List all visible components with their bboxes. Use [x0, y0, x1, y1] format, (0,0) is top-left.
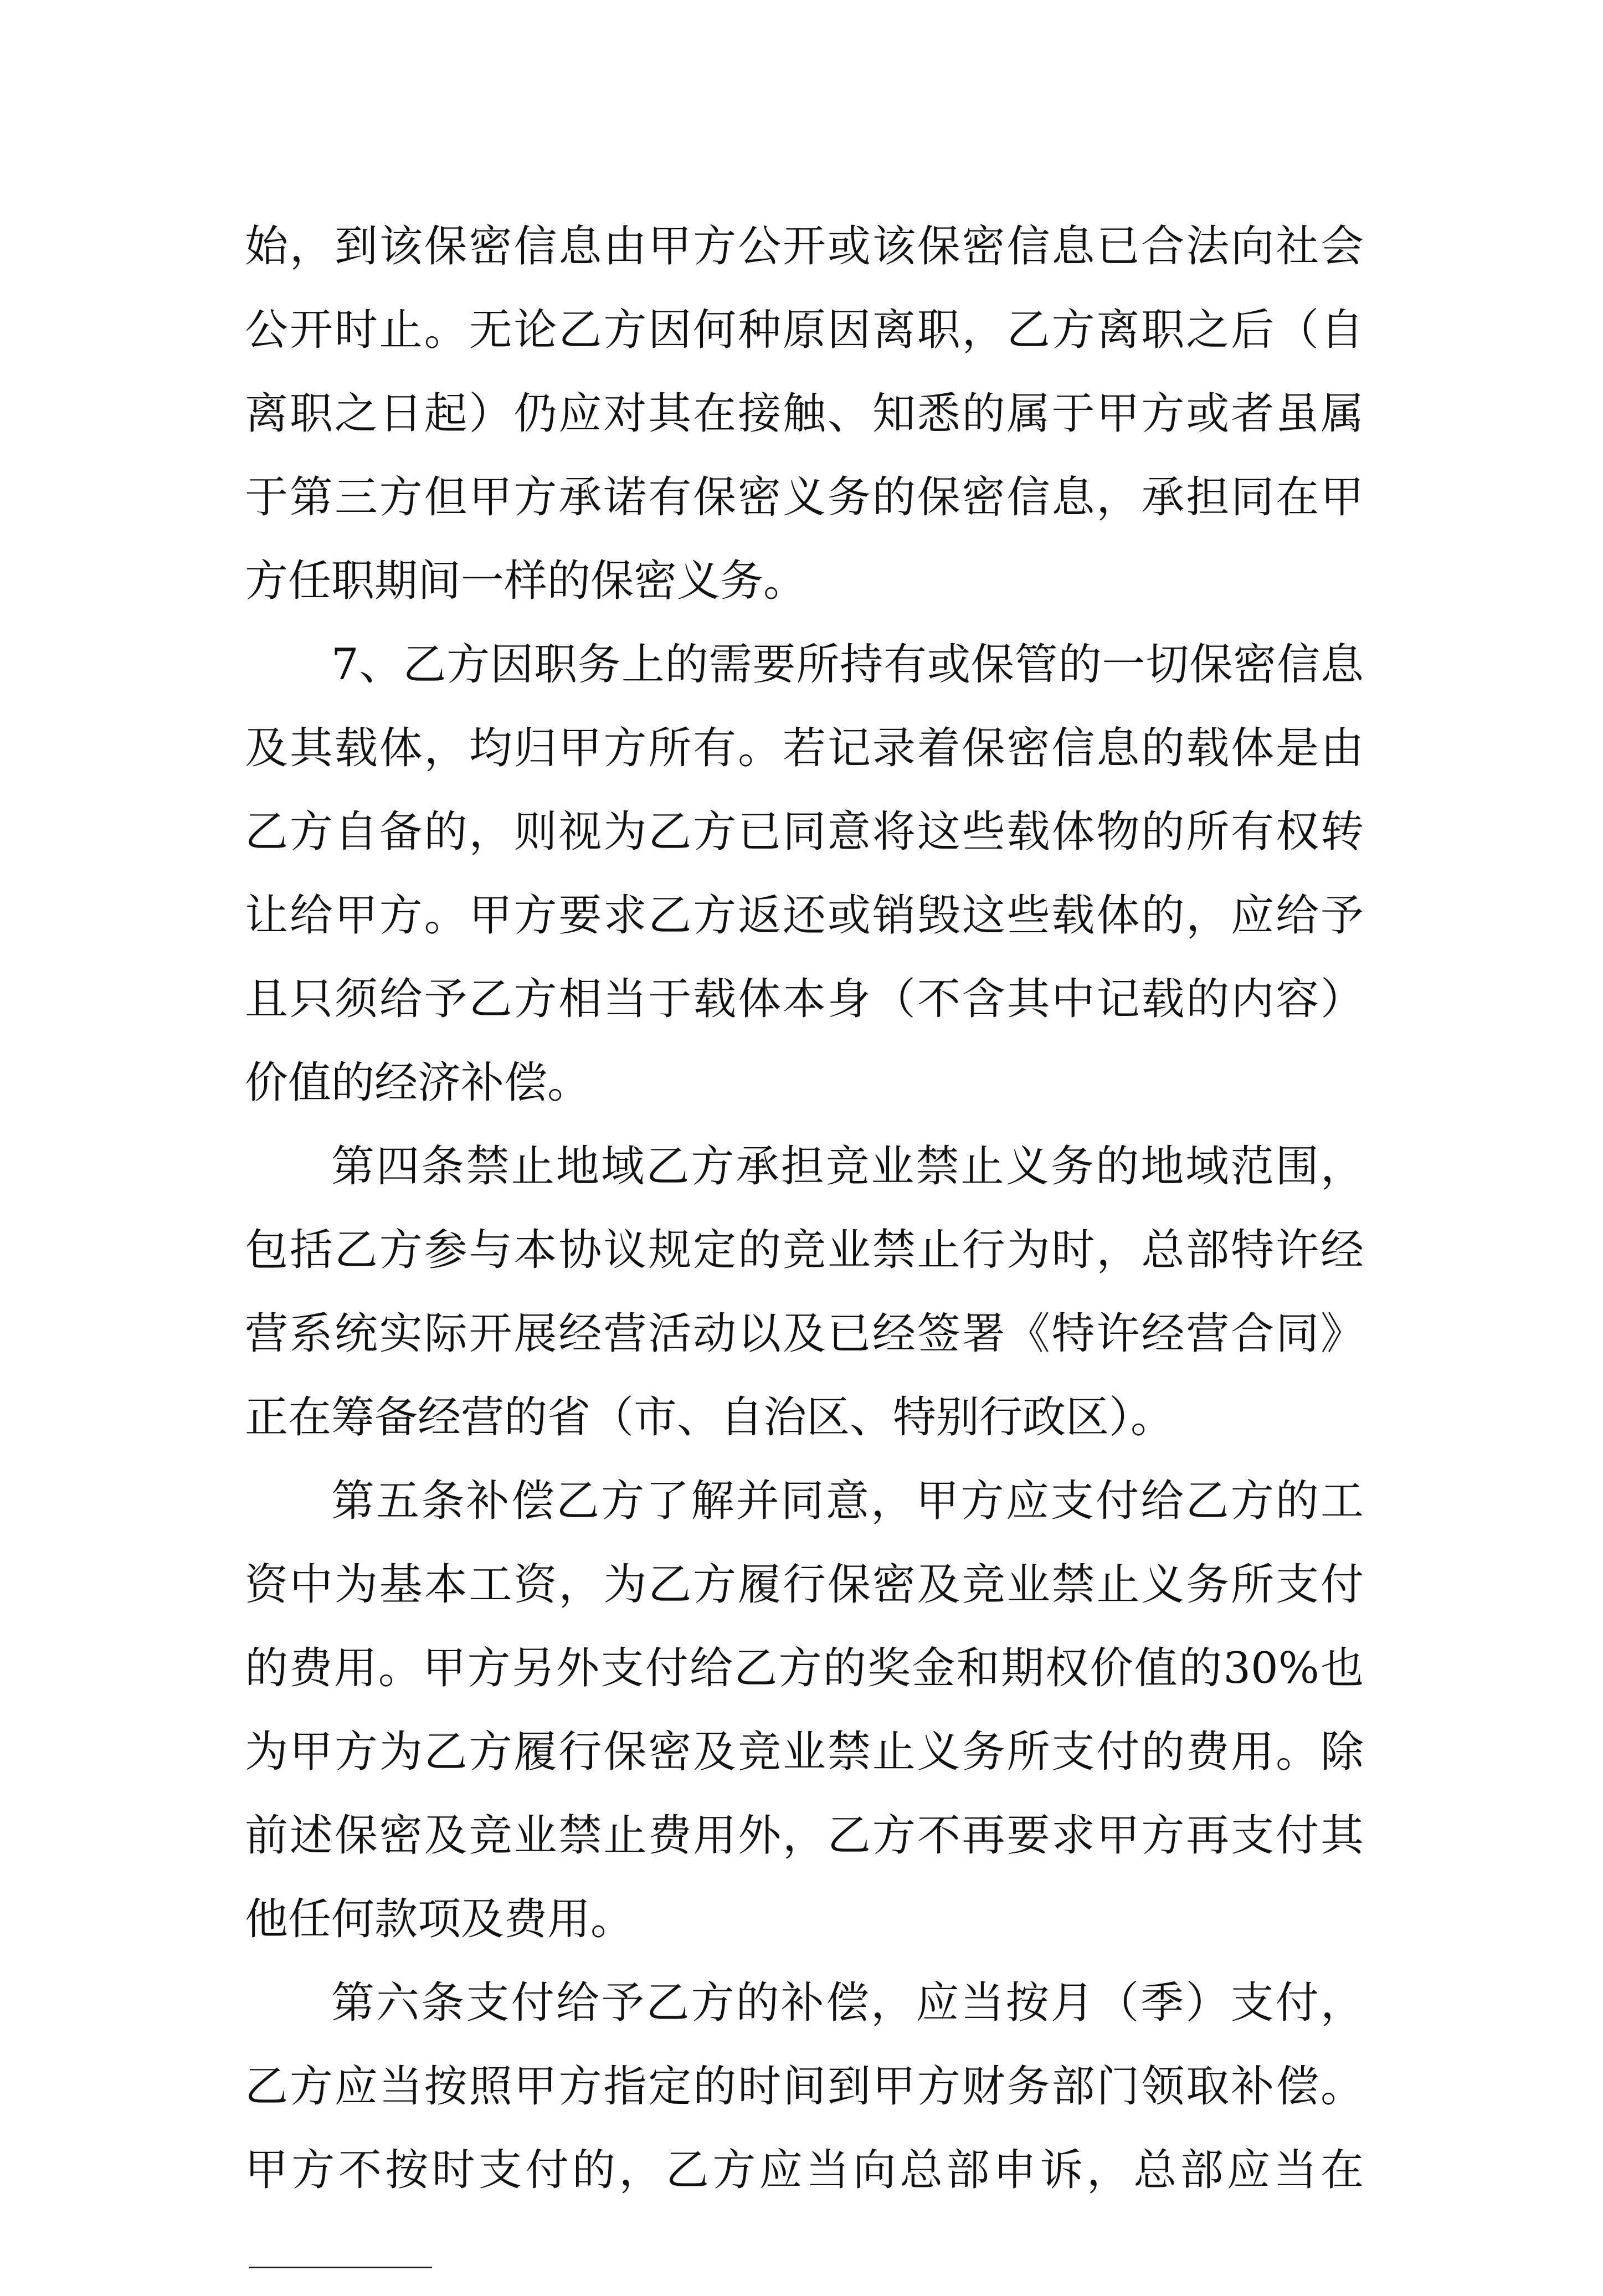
paragraph-article-6 — [245, 1961, 1364, 2296]
paragraph-clause-7: 7、乙方因职务上的需要所持有或保管的一切保密信息及其载体，均归甲方所有。若记录着保密信息的载体是由乙方自备的，则视为乙方已同意将这些载体物的所有权转让给甲方。甲方要求乙方返还或销毁这些载体的，应给予且只须给予乙方相当于载体本身（不含其中记载的内容）价值的经济补偿。 — [245, 640, 1364, 1108]
document-page — [245, 205, 1364, 2296]
paragraph-article-4: 第四条禁止地域乙方承担竞业禁止义务的地域范围，包括乙方参与本协议规定的竞业禁止行为时，总部特许经营系统实际开展经营活动以及已经签署《特许经营合同》正在筹备经营的省（市、自治区、特别行政区）。 — [245, 1142, 1364, 1442]
fill-in-blank-line — [249, 2266, 432, 2268]
paragraph-article-5: 第五条补偿乙方了解并同意，甲方应支付给乙方的工资中为基本工资，为乙方履行保密及竞业禁止义务所支付的费用。甲方另外支付给乙方的奖金和期权价值的30%也为甲方为乙方履行保密及竞业禁止义务所支付的费用。除前述保密及竞业禁止费用外，乙方不再要求甲方再支付其他任何款项及费用。 — [245, 1476, 1364, 1944]
paragraph-article-6-text: 第六条支付给予乙方的补偿，应当按月（季）支付，乙方应当按照甲方指定的时间到甲方财务部门领取补偿。甲方不按时支付的，乙方应当向总部申诉，总部应当在 — [245, 1978, 1364, 2195]
paragraph-confidentiality-end: 始，到该保密信息由甲方公开或该保密信息已合法向社会公开时止。无论乙方因何种原因离职，乙方离职之后（自离职之日起）仍应对其在接触、知悉的属于甲方或者虽属于第三方但甲方承诺有保密义务的保密信息，承担同在甲方任职期间一样的保密义务。 — [245, 222, 1364, 606]
